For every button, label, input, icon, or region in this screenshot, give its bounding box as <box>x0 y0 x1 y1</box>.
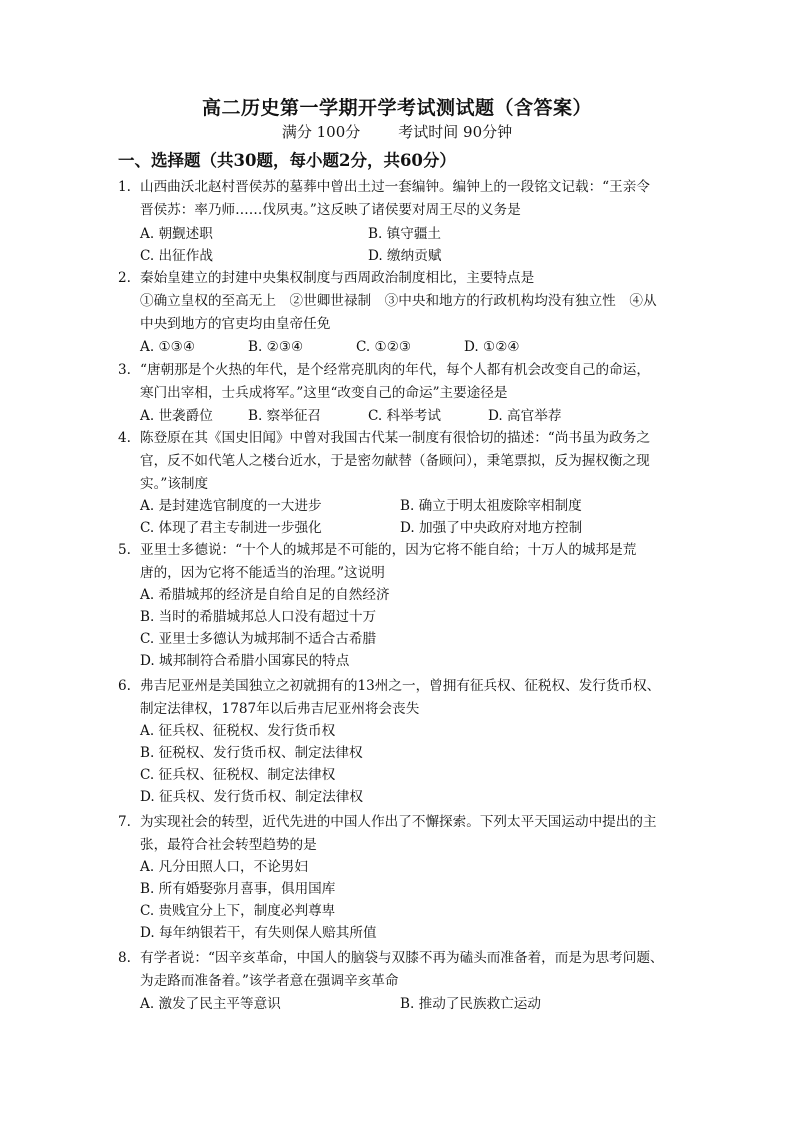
option-c: C. ①②③ <box>356 339 412 355</box>
option-a: A. 激发了民主平等意识 <box>140 996 281 1012</box>
option-c: C. 体现了君主专制进一步强化 <box>140 520 322 536</box>
option-d: D. 高官举荐 <box>488 408 562 424</box>
question-text: 为实现社会的转型，近代先进的中国人作出了不懈探索。下列太平天国运动中提出的主 <box>140 814 657 830</box>
option-c: C. 出征作战 <box>140 248 213 264</box>
option-b: B. 推动了民族救亡运动 <box>400 996 541 1012</box>
exam-info <box>0 121 794 142</box>
question-number: 5. <box>118 542 131 558</box>
option-d: D. 征兵权、发行货币权、制定法律权 <box>140 789 363 805</box>
option-d: D. 城邦制符合希腊小国寡民的特点 <box>140 653 350 669</box>
question-number: 1. <box>118 179 131 195</box>
question-text: 实。”该制度 <box>140 476 209 492</box>
option-b: B. 确立于明太祖废除宰相制度 <box>400 498 582 514</box>
option-a: A. 朝觐述职 <box>140 226 213 242</box>
question-number: 8. <box>118 950 131 966</box>
page-title: 高二历史第一学期开学考试测试题（含答案） <box>201 97 592 119</box>
option-c: C. 亚里士多德认为城邦制不适合古希腊 <box>140 631 377 647</box>
option-b: B. 所有婚娶弥月喜事，俱用国库 <box>140 881 336 897</box>
option-b: B. 征税权、发行货币权、制定法律权 <box>140 745 363 761</box>
option-b: B. 镇守疆土 <box>368 226 442 242</box>
question-number: 6. <box>118 678 131 694</box>
question-text: 亚里士多德说：“十个人的城邦是不可能的，因为它将不能自给；十万人的城邦是荒 <box>140 542 637 558</box>
option-c: C. 贵贱宜分上下，制度必判尊卑 <box>140 903 336 919</box>
option-a: A. 征兵权、征税权、发行货币权 <box>140 723 336 739</box>
option-a: A. 凡分田照人口，不论男妇 <box>140 859 308 875</box>
option-b: B. ②③④ <box>248 339 304 355</box>
question-text: 官，反不如代笔人之楼台近水，于是密勿献替（备顾问），秉笔票拟，反为握权衡之现 <box>140 453 650 469</box>
option-a: A. 世袭爵位 <box>140 408 213 424</box>
option-d: D. 缴纳贡赋 <box>368 248 442 264</box>
option-b: B. 当时的希腊城邦总人口没有超过十万 <box>140 609 377 625</box>
question-text: 制定法律权，1787年以后弗吉尼亚州将会丧失 <box>140 701 420 717</box>
option-b: B. 察举征召 <box>248 408 322 424</box>
question-text: 有学者说：“因辛亥革命，中国人的脑袋与双膝不再为磕头而准备着，而是为思考问题、 <box>140 950 664 966</box>
option-a: A. 希腊城邦的经济是自给自足的自然经济 <box>140 587 390 603</box>
question-number: 4. <box>118 430 131 446</box>
question-number: 3. <box>118 362 131 378</box>
question-text: 秦始皇建立的封建中央集权制度与西周政治制度相比，主要特点是 <box>140 270 535 286</box>
question-text: ①确立皇权的至高无上 ②世卿世禄制 ③中央和地方的行政机构均没有独立性 ④从 <box>140 293 657 309</box>
question-text: 寒门出宰相，士兵成将军。”这里“改变自己的命运”主要途径是 <box>140 385 508 401</box>
option-d: D. 每年纳银若干，有失则保人赔其所值 <box>140 925 377 941</box>
question-text: 唐的，因为它将不能适当的治理。”这说明 <box>140 565 385 581</box>
question-text: 山西曲沃北赵村晋侯苏的墓葬中曾出土过一套编钟。编钟上的一段铭文记载：“王亲令 <box>140 179 650 195</box>
option-c: C. 征兵权、征税权、制定法律权 <box>140 767 336 783</box>
option-c: C. 科举考试 <box>368 408 441 424</box>
question-text: 张，最符合社会转型趋势的是 <box>140 837 317 853</box>
question-text: “唐朝那是个火热的年代，是个经常亮肌肉的年代，每个人都有机会改变自己的命运， <box>140 362 650 378</box>
option-d: D. 加强了中央政府对地方控制 <box>400 520 583 536</box>
question-text: 陈登原在其《国史旧闻》中曾对我国古代某一制度有很恰切的描述：“尚书虽为政务之 <box>140 430 650 446</box>
section-heading: 一、选择题（共30题，每小题2分，共60分） <box>118 151 456 170</box>
option-d: D. ①②④ <box>464 339 520 355</box>
option-a: A. 是封建选官制度的一大进步 <box>140 498 322 514</box>
exam-time: 考试时间 90分钟 <box>398 123 513 141</box>
full-score: 满分 100分 <box>281 123 361 141</box>
question-text: 弗吉尼亚州是美国独立之初就拥有的13州之一，曾拥有征兵权、征税权、发行货币权、 <box>140 678 661 694</box>
question-number: 7. <box>118 814 131 830</box>
question-text: 中央到地方的官吏均由皇帝任免 <box>140 316 331 332</box>
option-a: A. ①③④ <box>140 339 196 355</box>
question-text: 晋侯苏：率乃师……伐夙夷。”这反映了诸侯要对周王尽的义务是 <box>140 202 521 218</box>
question-number: 2. <box>118 270 131 286</box>
question-text: 为走路而准备着。”该学者意在强调辛亥革命 <box>140 973 399 989</box>
